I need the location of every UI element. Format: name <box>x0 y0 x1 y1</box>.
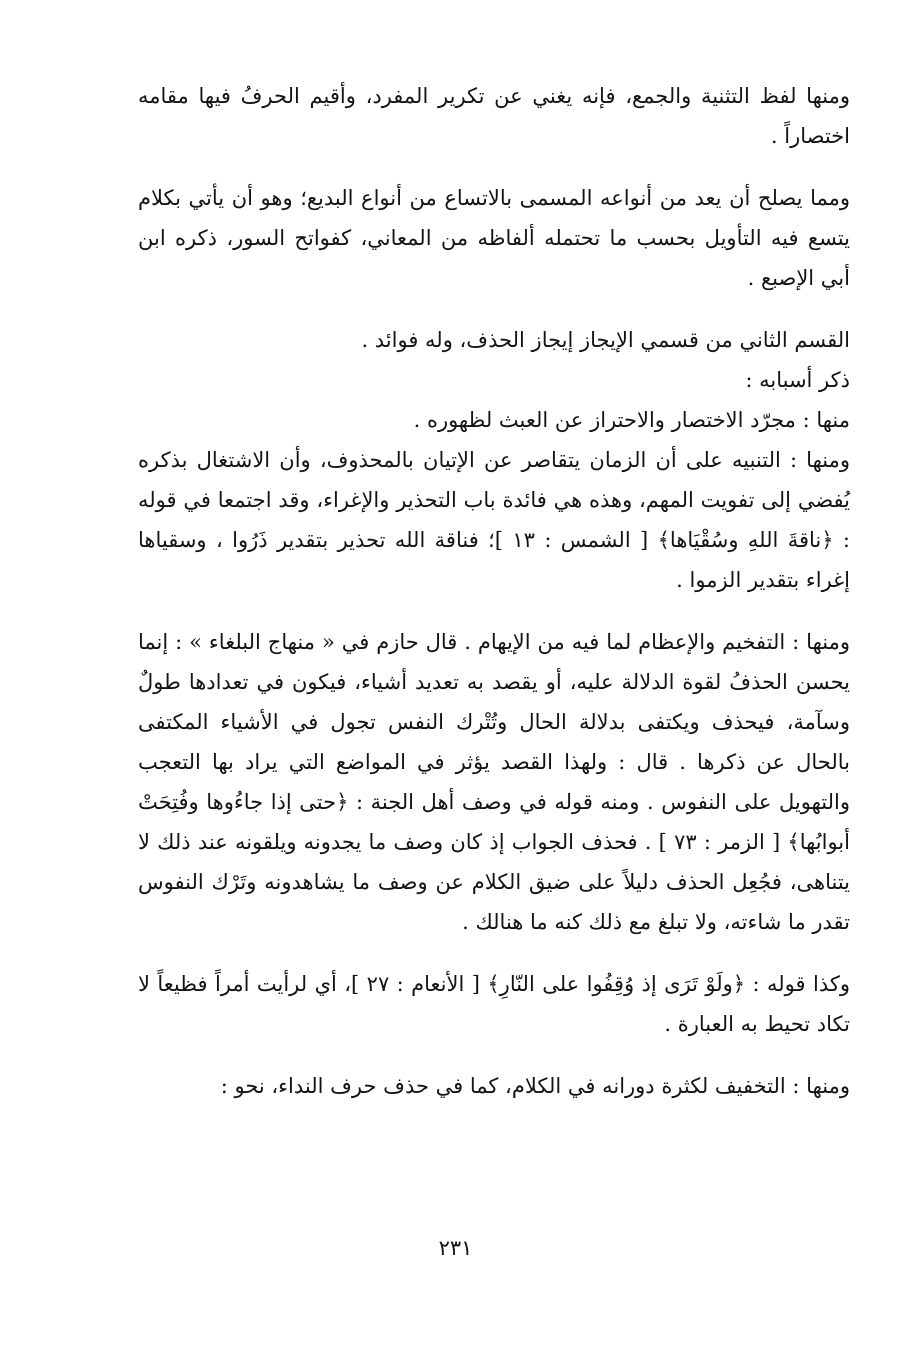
paragraph-quote-fire: وكذا قوله : ﴿ولَوْ تَرَى إذ وُقِفُوا على النّارِ﴾ [ الأنعام : ٢٧ ]، أي لرأيت أمراً فظيعاً لا تكاد تحيط به العبارة . <box>138 972 850 1036</box>
paragraph-dual-plural: ومنها لفظ التثنية والجمع، فإنه يغني عن تكرير المفرد، وأقيم الحرفُ فيها مقامه اختصاراً . <box>138 84 850 148</box>
paragraph-amplification: ومنها : التفخيم والإعظام لما فيه من الإيهام . قال حازم في « منهاج البلغاء » : إنما يحسن الحذفُ لقوة الدلالة عليه، أو يقصد به تعديد أشياء، فيكون في تعدادها طولٌ وسآمة، فيحذف ويكتفى بدلالة الحال وتُتْرك النفس تجول في الأشياء المكتفى بالحال عن ذكرها . قال : ولهذا القصد يؤثر في المواضع التي يراد بها التعجب والتهويل على النفوس . ومنه قوله في وصف أهل الجنة : ﴿حتى إذا جاءُوها وفُتِحَتْ أبوابُها﴾ [ الزمر : ٧٣ ] . فحذف الجواب إذ كان وصف ما يجدونه ويلقونه عند ذلك لا يتناهى، فجُعِل الحذف دليلاً على ضيق الكلام عن وصف ما يشاهدونه وتَرْك النفوس تقدر ما شاءته، ولا تبلغ مع ذلك كنه ما هنالك . <box>138 630 850 934</box>
page-body <box>138 76 850 1336</box>
paragraph-ellipsis-heading: القسم الثاني من قسمي الإيجاز إيجاز الحذف، وله فوائد . <box>361 328 850 352</box>
paragraph-brevity: منها : مجرّد الاختصار والاحتراز عن العبث لظهوره . <box>413 408 850 432</box>
page-number: ٢٣١ <box>438 1236 473 1260</box>
paragraph-lightening: ومنها : التخفيف لكثرة دورانه في الكلام، كما في حذف حرف النداء، نحو : <box>220 1074 850 1098</box>
paragraph-causes-heading: ذكر أسبابه : <box>745 368 850 392</box>
paragraph-warning-incitement: ومنها : التنبيه على أن الزمان يتقاصر عن الإتيان بالمحذوف، وأن الاشتغال بذكره يُفضي إلى تفويت المهم، وهذه هي فائدة باب التحذير والإغراء، وقد اجتمعا في قوله : ﴿ناقةَ اللهِ وسُقْيَاها﴾ [ الشمس : ١٣ ]؛ فناقة الله تحذير بتقدير ذَرُوا ، وسقياها إغراء بتقدير الزموا . <box>138 448 850 592</box>
paragraph-ittisa: ومما يصلح أن يعد من أنواعه المسمى بالاتساع من أنواع البديع؛ وهو أن يأتي بكلام يتسع فيه التأويل بحسب ما تحتمله ألفاظه من المعاني، كفواتح السور، ذكره ابن أبي الإصبع . <box>138 186 850 290</box>
